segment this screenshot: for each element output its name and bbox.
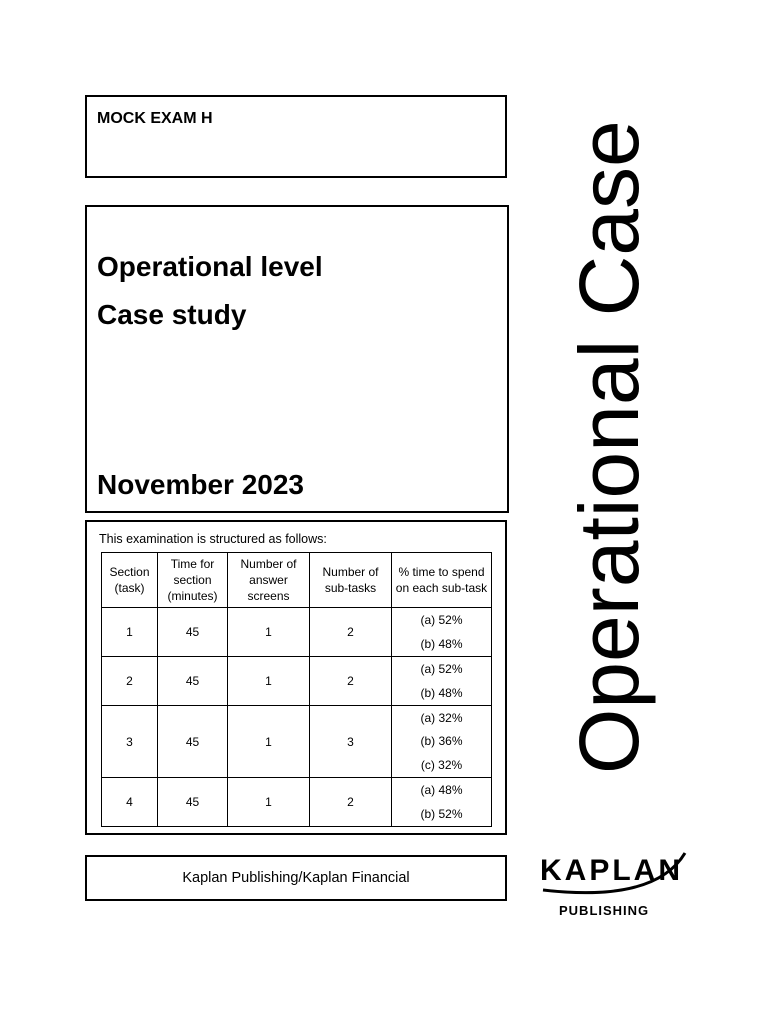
pct-value: (b) 36% bbox=[420, 734, 463, 749]
kaplan-logo bbox=[535, 843, 705, 923]
column-header: Time for section (minutes) bbox=[158, 553, 228, 608]
subtasks-cell: 2 bbox=[310, 778, 392, 827]
section-cell: 4 bbox=[102, 778, 158, 827]
side-title: Operational Case bbox=[562, 120, 656, 774]
pct-value: (a) 52% bbox=[420, 613, 463, 627]
title-line-1: Operational level bbox=[97, 251, 323, 282]
pct-value: (c) 32% bbox=[420, 758, 463, 773]
mock-exam-box bbox=[85, 95, 507, 178]
table-header-row bbox=[102, 553, 492, 608]
table-row bbox=[102, 706, 492, 778]
pct-value: (b) 52% bbox=[420, 807, 463, 821]
pct-cell bbox=[392, 778, 492, 827]
structure-intro: This examination is structured as follows: bbox=[99, 532, 327, 546]
structure-box bbox=[85, 520, 507, 835]
mock-exam-label: MOCK EXAM H bbox=[97, 110, 213, 127]
section-cell: 1 bbox=[102, 608, 158, 657]
subtasks-cell: 2 bbox=[310, 608, 392, 657]
table-row bbox=[102, 608, 492, 657]
screens-cell: 1 bbox=[228, 778, 310, 827]
logo-wordmark: KAPLAN bbox=[540, 854, 683, 887]
column-header: % time to spend on each sub-task bbox=[392, 553, 492, 608]
column-header: Section (task) bbox=[102, 553, 158, 608]
structure-table bbox=[101, 552, 492, 827]
table-row bbox=[102, 657, 492, 706]
pct-value: (b) 48% bbox=[420, 637, 463, 651]
column-header: Number of answer screens bbox=[228, 553, 310, 608]
pct-value: (b) 48% bbox=[420, 686, 463, 700]
pct-value: (a) 48% bbox=[420, 783, 463, 797]
time-cell: 45 bbox=[158, 657, 228, 706]
section-cell: 3 bbox=[102, 706, 158, 778]
pct-cell bbox=[392, 657, 492, 706]
title-line-2: Case study bbox=[97, 299, 247, 330]
subtasks-cell: 3 bbox=[310, 706, 392, 778]
time-cell: 45 bbox=[158, 608, 228, 657]
publisher-box bbox=[85, 855, 507, 901]
column-header: Number of sub-tasks bbox=[310, 553, 392, 608]
subtasks-cell: 2 bbox=[310, 657, 392, 706]
publisher-text: Kaplan Publishing/Kaplan Financial bbox=[182, 870, 410, 886]
section-cell: 2 bbox=[102, 657, 158, 706]
table-row bbox=[102, 778, 492, 827]
screens-cell: 1 bbox=[228, 608, 310, 657]
pct-cell bbox=[392, 706, 492, 778]
screens-cell: 1 bbox=[228, 657, 310, 706]
logo-subtitle: PUBLISHING bbox=[559, 903, 650, 918]
title-box bbox=[85, 205, 509, 513]
screens-cell: 1 bbox=[228, 706, 310, 778]
exam-date: November 2023 bbox=[97, 469, 305, 500]
time-cell: 45 bbox=[158, 706, 228, 778]
pct-value: (a) 32% bbox=[420, 710, 463, 725]
pct-cell bbox=[392, 608, 492, 657]
time-cell: 45 bbox=[158, 778, 228, 827]
pct-value: (a) 52% bbox=[420, 662, 463, 676]
